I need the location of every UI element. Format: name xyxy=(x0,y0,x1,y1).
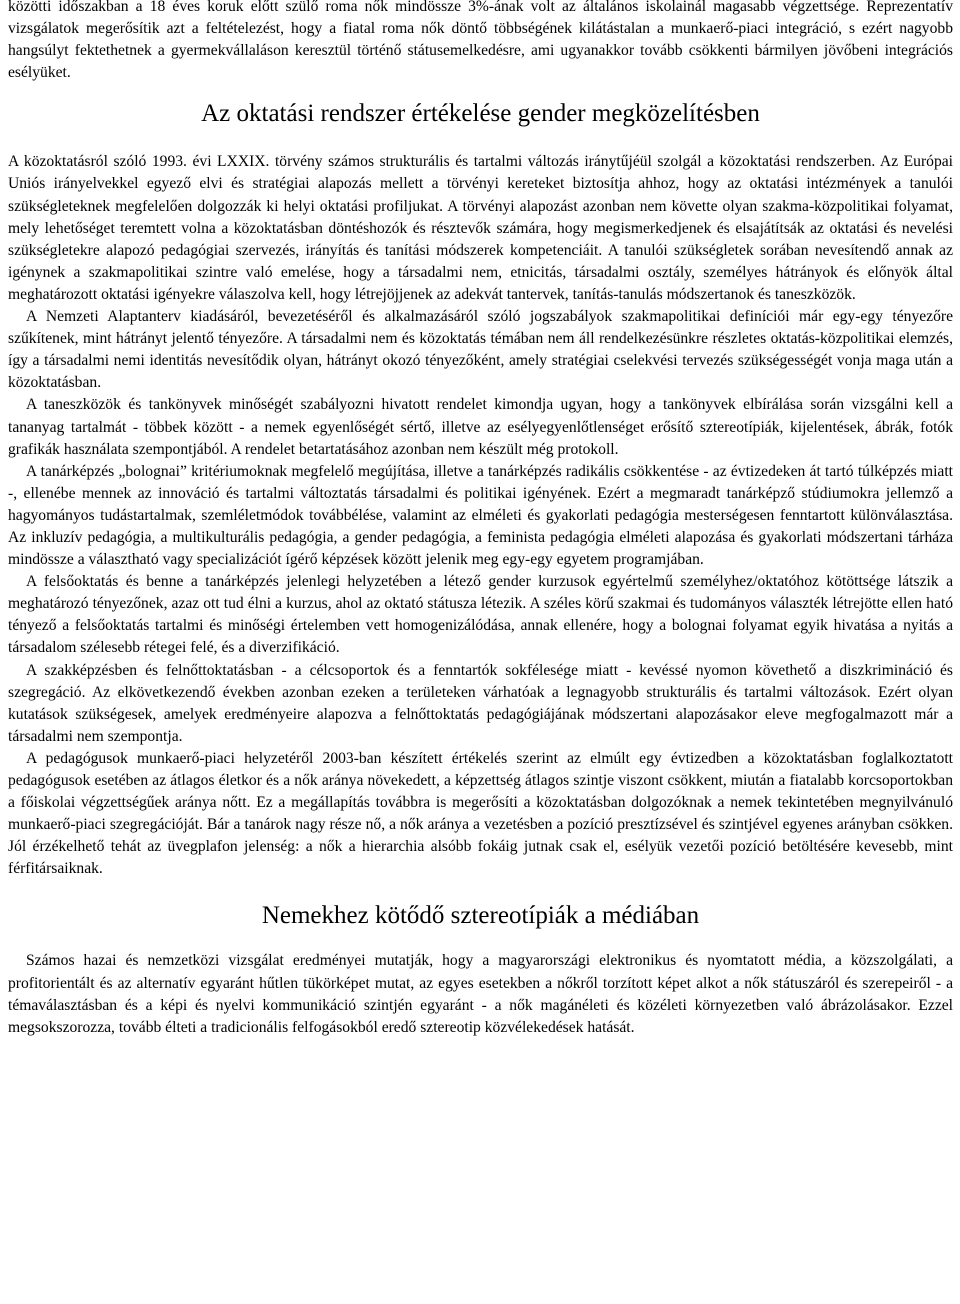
paragraph: A felsőoktatás és benne a tanárképzés jelenlegi helyzetében a létező gender kurzusok egyértelmű személyhez/oktatóhoz kötöttsége látszik a meghatározó tényezőnek, azaz ott tud élni a kurzus, ahol az oktató státusza létezik. A széles körű szakmai és tudományos választék létrejötte ellen ható tényező a felsőoktatás tartalmi és minőségi értelemben vett homogenizálódása, annak ellenére, hogy a bolognai folyamat egyik hivatása a nyitás a társadalom szélesebb rétegei felé, és a diverzifikáció. xyxy=(8,573,953,657)
paragraph: A pedagógusok munkaerő-piaci helyzetéről 2003-ban készített értékelés szerint az elmúlt egy évtizedben a közoktatásban foglalkoztatott pedagógusok esetében az átlagos életkor és a nők aránya növekedett, a képzettség átlagos szintje viszont csökkent, miután a fiatalabb korcsoportokban a főiskolai végzettségűek aránya nőtt. Ez a megállapítás továbbra is megerősíti a közoktatásban dolgozóknak a nemek tekintetében megnyilvánuló munkaerő-piaci szegregációját. Bár a tanárok nagy része nő, a nők aránya a vezetésben a pozíció presztízsével és szintjével egyenes arányban csökken. Jól érzékelhető tehát az üvegplafon jelenség: a nők a hierarchia alsóbb fokáig jutnak csak el, esélyük vezetői pozíció betöltésére kevesebb, mint férfitársaiknak. xyxy=(8,749,953,878)
paragraph: A taneszközök és tankönyvek minőségét szabályozni hivatott rendelet kimondja ugyan, hogy a tankönyvek elbírálása során vizsgálni kell a tananyag tartalmát - többek között - a nemek egyenlőségét sértő, illetve az esélyegyenlőtlenséget erősítő sztereotípiák, kijelentések, ábrák, fotók grafikák használata szempontjából. A rendelet betartatásához azonban nem készült még protokoll. xyxy=(8,396,953,458)
section-heading-education: Az oktatási rendszer értékelése gender megközelítésben xyxy=(201,100,760,128)
continuation-paragraph: közötti időszakban a 18 éves koruk előtt szülő roma nők mindössze 3%-ának volt az általános iskolainál magasabb végzettsége. Reprezentatív vizsgálatok megerősítik azt a feltételezést, hogy a fiatal roma nők döntő többségének kilátástalan a munkaerő-piaci integráció, s ezért nagyobb hangsúlyt fektethetnek a gyermekvállaláson keresztül történő státusemelkedésre, ami ugyanakkor tovább csökkenti bármilyen jövőbeni integrációs esélyüket. xyxy=(8,0,953,82)
paragraph: A Nemzeti Alaptanterv kiadásáról, bevezetéséről és alkalmazásáról szóló jogszabályok szakmapolitikai definíciói már egy-egy tényezőre szűkítenek, mint hátrányt jelentő tényezőre. A társadalmi nem és közoktatás témában nem áll rendelkezésünkre részletes oktatás-közpolitikai elemzés, így a társadalmi nemi identitás nevesítődik olyan, hátrányt okozó tényezőként, amely stratégiai cselekvési tervezés szükségességét vonja maga után a közoktatásban. xyxy=(8,308,953,392)
section-heading-media: Nemekhez kötődő sztereotípiák a médiában xyxy=(261,902,700,930)
paragraph: A tanárképzés „bolognai” kritériumoknak megfelelő megújítása, illetve a tanárképzés radikális csökkentése - az évtizedeken át tartó túlképzés miatt -, ellenébe mennek az innováció és tartalmi változtatás társadalmi és politikai igényének. Ezért a megmaradt tanárképző stúdiumokra jellemző a hagyományos tudástartalmak, szemléletmódok továbbélése, valamint az elméleti és gyakorlati pedagógia mesterségesen fenntartott különválasztása. Az inkluzív pedagógia, a multikulturális pedagógia, a gender pedagógia, a feminista pedagógia elméleti alapozása és gyakorlati módszertani tárháza mindössze a választható vagy specializációt ígérő képzések között jelenik meg egy-egy egyetem programjában. xyxy=(8,462,953,569)
paragraph: A szakképzésben és felnőttoktatásban - a célcsoportok és a fenntartók sokfélesége miatt - kevéssé nyomon követhető a diszkrimináció és szegregáció. Az elkövetkezendő években azonban ezeken a területeken várhatóak a legnagyobb strukturális és tartalmi változások. Ezért olyan kutatások szükségesek, amelyek eredményeire alapozva a felnőttoktatás pedagógiájának módszertani alapozásakor eleve megfogalmazott már a társadalmi nem szempontja. xyxy=(8,661,953,745)
paragraph: A közoktatásról szóló 1993. évi LXXIX. törvény számos strukturális és tartalmi változás iránytűjéül szolgál a közoktatási rendszerben. Az Európai Uniós irányelvekkel egyező elvi és stratégiai alapozás mellett a törvényi kereteket biztosítja ahhoz, hogy az oktatási intézmények a tanulói szükségleteknek megfelelően dolgozzák ki helyi oktatási profiljukat. A törvényi alapozást azonban nem követte olyan szakma-közpolitikai folyamat, mely lehetőséget teremtett volna a közoktatásban döntéshozók és résztevők számára, hogy megismerkedjenek és elsajátítsák az oktatási és nevelési szükségletekre alapozó pedagógiai szervezés, irányítás és tanítási módszerek kompetenciáit. A tanulói szükségletek sorában nevesítendő annak az igénynek a szakmapolitikai szintre való emelése, hogy a társadalmi nem, etnicitás, társadalmi osztály, személyes hátrányok és előnyök által meghatározott oktatási igényekre válaszolva kell, hogy létrejöjjenek az adekvát tantervek, tanítás-tanulás módszertanok és taneszközök. xyxy=(8,153,953,303)
document-page xyxy=(8,0,953,1039)
paragraph: Számos hazai és nemzetközi vizsgálat eredményei mutatják, hogy a magyarországi elektronikus és nyomtatott média, a közszolgálati, a profitorientált és az alternatív egyaránt hűtlen tükörképet mutat, az egyes esetekben a nőkről torzított képet alkot a nők státuszáról és szerepeiről - a témaválasztásban és a képi és nyelvi kommunikáció szintjén egyaránt - a nők magánéleti és közéleti környezetben való ábrázolásakor. Ezzel megsokszorozza, tovább élteti a tradicionális felfogásokból eredő sztereotip közvélekedések hatását. xyxy=(8,952,953,1036)
